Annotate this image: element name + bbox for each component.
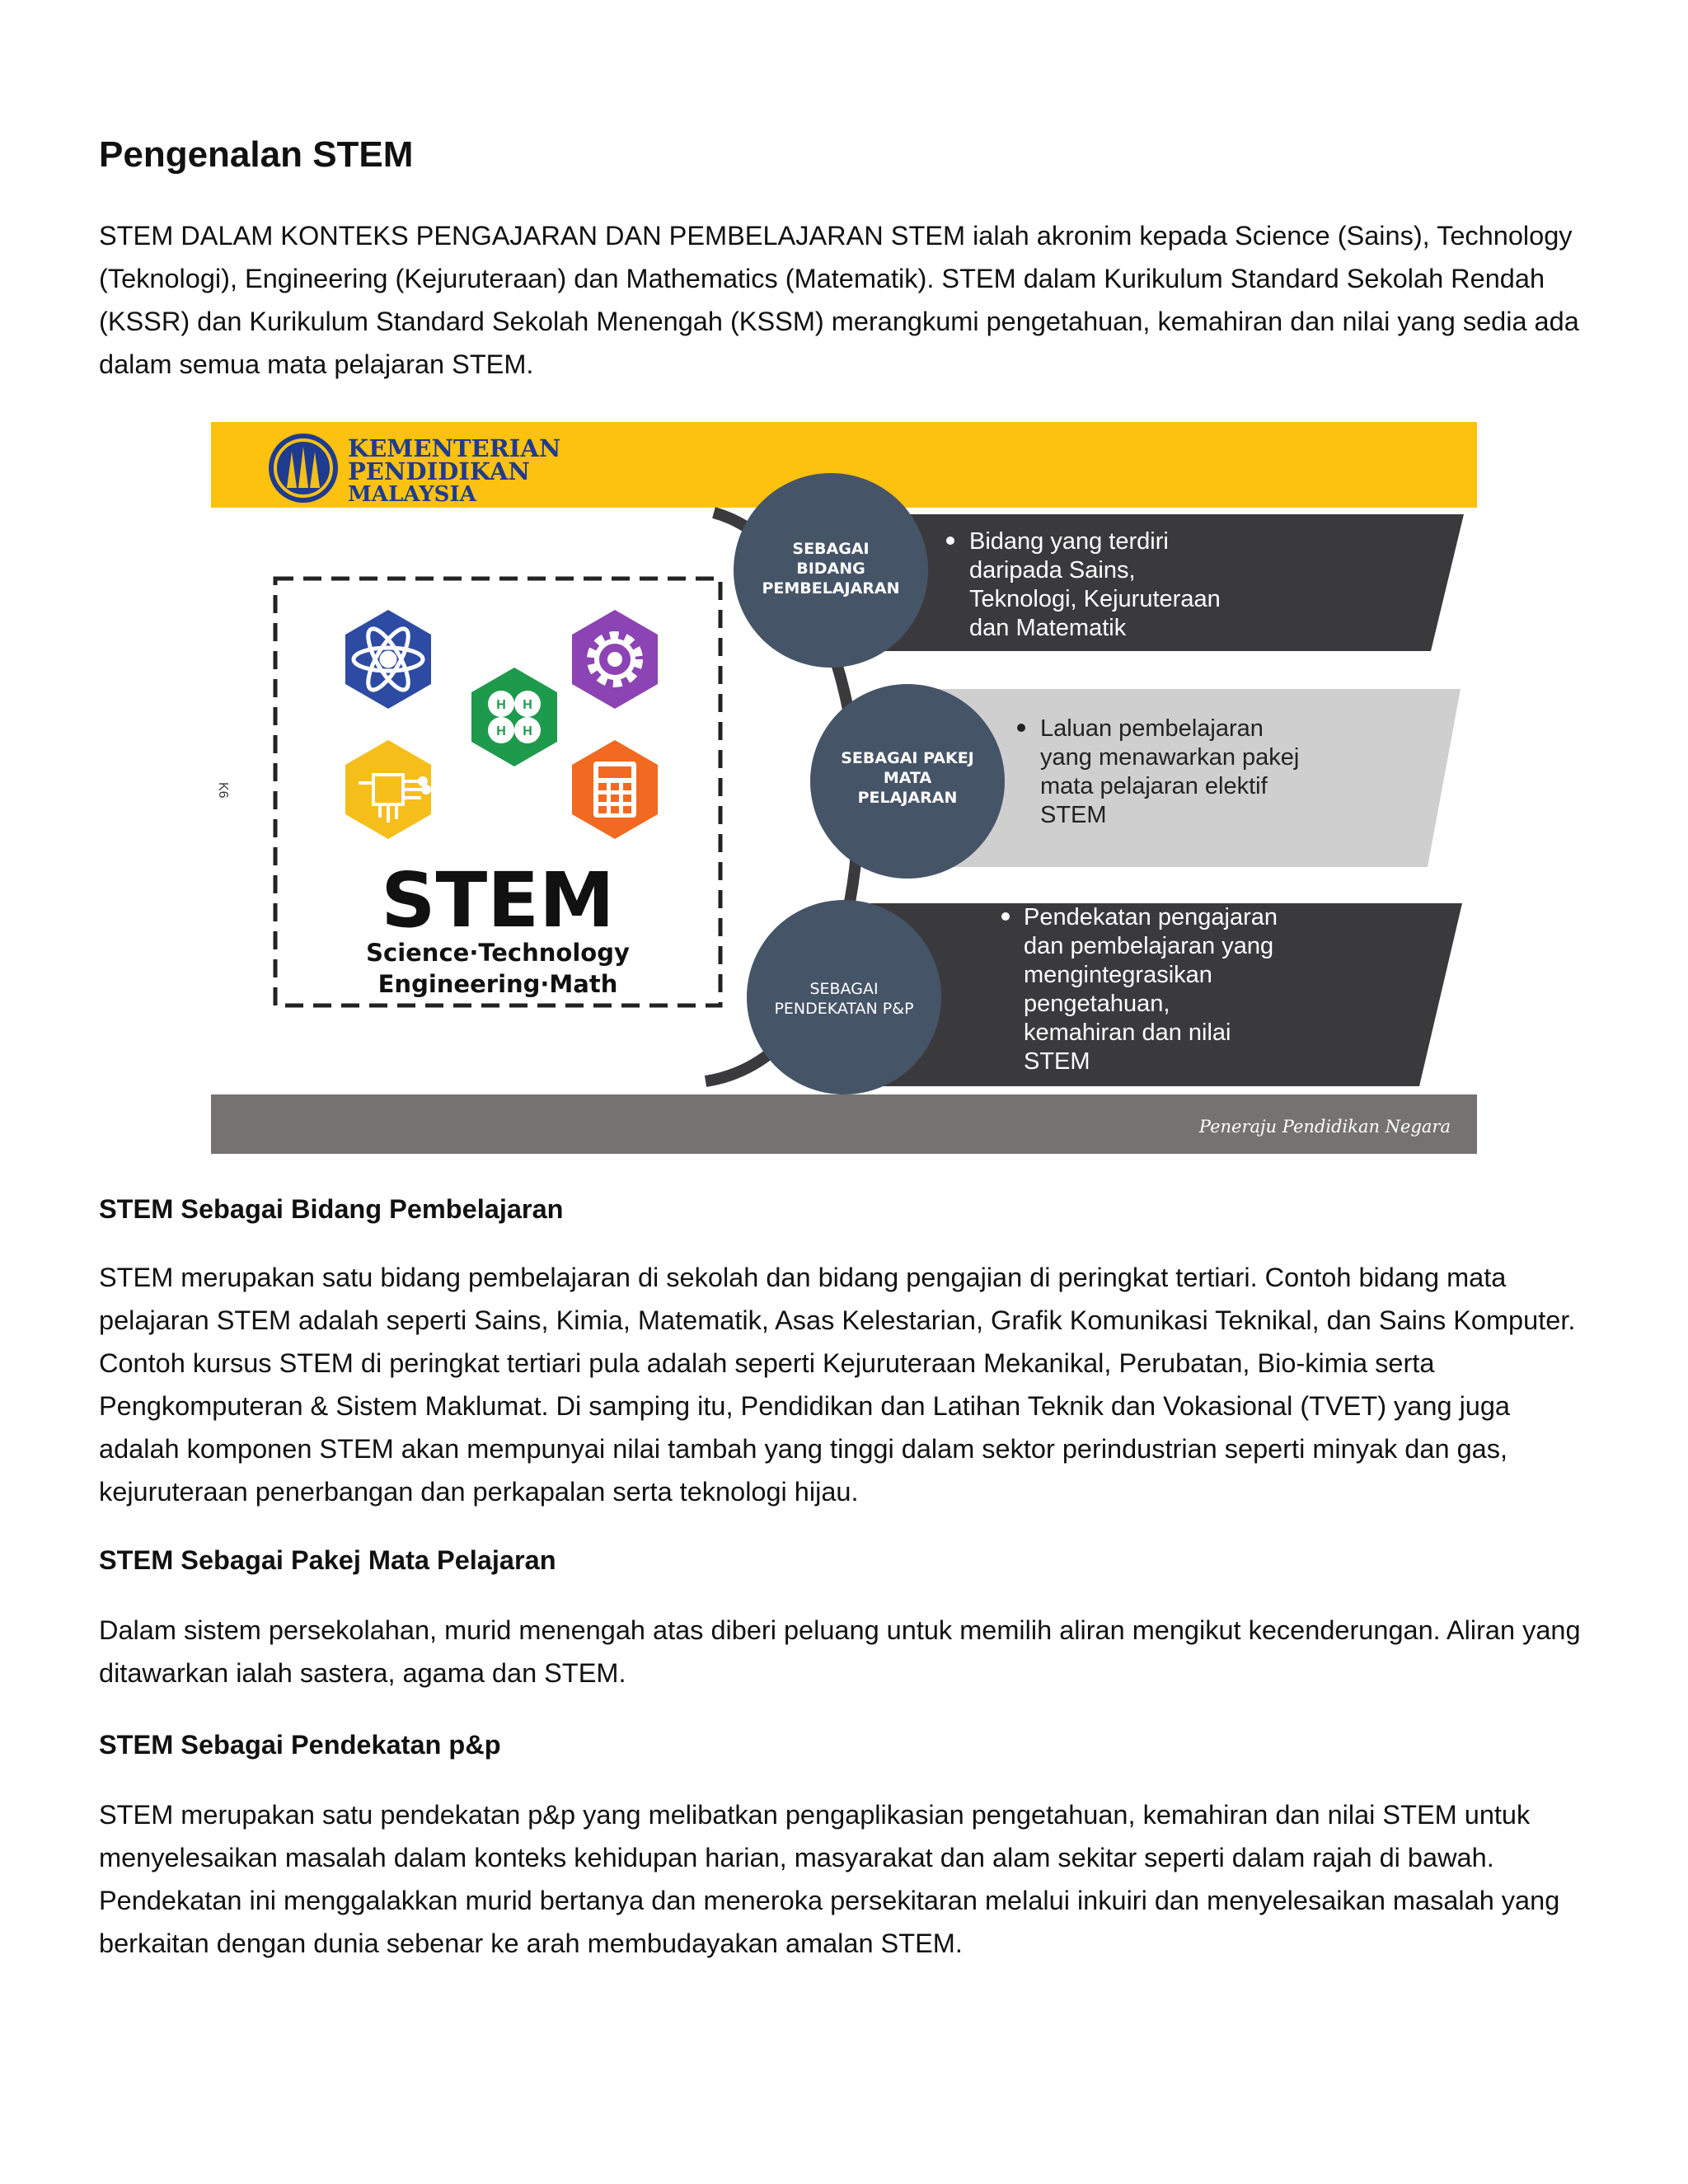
section-heading-bidang: STEM Sebagai Bidang Pembelajaran [99, 1194, 564, 1224]
stem-subtitle-2: Engineering·Math [377, 970, 618, 998]
footer-motto: Peneraju Pendidikan Negara [1198, 1117, 1451, 1137]
band-pakej-line-1: Laluan pembelajaran [1040, 715, 1264, 742]
circle-bidang-line-2: BIDANG [796, 560, 865, 578]
bullet-bidang [946, 537, 954, 545]
circle-pendekatan-line-1: SEBAGAI [809, 980, 879, 998]
band-pendekatan-line-3: mengintegrasikan [1024, 962, 1212, 988]
page-title: Pengenalan STEM [99, 134, 414, 175]
bullet-pendekatan [1001, 912, 1010, 921]
band-pendekatan-line-5: kemahiran dan nilai [1024, 1019, 1231, 1046]
band-pakej-line-2: yang menawarkan pakej [1040, 744, 1300, 771]
section-heading-pakej: STEM Sebagai Pakej Mata Pelajaran [99, 1545, 556, 1575]
svg-text:H: H [523, 724, 532, 738]
logo-line-2: PENDIDIKAN [348, 457, 530, 485]
section-text-pendekatan: STEM merupakan satu pendekatan p&p yang melibatkan pengaplikasian pengetahuan, kemahiran dan nilai STEM untuk menyelesaikan masalah dalam konteks kehidupan harian, masyarakat dan alam sekitar seperti dalam rajah di bawah. Pendekatan ini menggalakkan murid bertanya dan meneroka persekitaran melalui inkuiri dan menyelesaikan masalah yang berkaitan dengan dunia sebenar ke arah membudayakan amalan STEM. [99, 1800, 1560, 1958]
logo-line-1: KEMENTERIAN [348, 434, 561, 462]
intro-paragraph: STEM DALAM KONTEKS PENGAJARAN DAN PEMBELAJARAN STEM ialah akronim kepada Science (Sains), Technology (Teknologi), Engineering (Kejuruteraan) dan Mathematics (Matematik). STEM dalam Kurikulum Standard Sekolah Rendah (KSSR) dan Kurikulum Standard Sekolah Menengah (KSSM) merangkumi pengetahuan, kemahiran dan nilai yang sedia ada dalam semua mata pelajaran STEM. [99, 221, 1579, 379]
band-pakej-line-4: STEM [1040, 802, 1107, 828]
stem-subtitle-1: Science·Technology [366, 939, 630, 967]
band-pendekatan-line-4: pengetahuan, [1024, 991, 1170, 1017]
logo-line-3: MALAYSIA [348, 482, 476, 507]
band-bidang-line-2: daripada Sains, [969, 557, 1136, 583]
calculator-icon [593, 762, 636, 818]
section-text-pakej: Dalam sistem persekolahan, murid menengah atas diberi peluang untuk memilih aliran mengikut kecenderungan. Aliran yang ditawarkan ialah sastera, agama dan STEM. [99, 1615, 1581, 1688]
band-bidang-line-3: Teknologi, Kejuruteraan [969, 586, 1221, 612]
band-pendekatan-line-1: Pendekatan pengajaran [1024, 904, 1278, 930]
circle-pakej-line-3: PELAJARAN [857, 789, 958, 807]
band-bidang-line-1: Bidang yang terdiri [969, 528, 1169, 555]
stem-wordmark: STEM [381, 856, 615, 944]
band-bidang-line-4: dan Matematik [969, 615, 1127, 641]
svg-text:H: H [523, 698, 532, 712]
circle-bidang-line-3: PEMBELAJARAN [762, 579, 900, 598]
circle-pakej-line-1: SEBAGAI PAKEJ [841, 749, 974, 767]
band-pendekatan-line-2: dan pembelajaran yang [1024, 933, 1274, 959]
section-heading-pendekatan: STEM Sebagai Pendekatan p&p [99, 1730, 501, 1760]
circle-bidang-line-1: SEBAGAI [792, 540, 870, 558]
circle-pakej-line-2: MATA [883, 769, 932, 787]
stem-infographic [211, 422, 1477, 1154]
section-text-bidang: STEM merupakan satu bidang pembelajaran di sekolah dan bidang pengajian di peringkat tertiari. Contoh bidang mata pelajaran STEM adalah seperti Sains, Kimia, Matematik, Asas Kelestarian, Grafik Komunikasi Teknikal, dan Sains Komputer. Contoh kursus STEM di peringkat tertiari pula adalah seperti Kejuruteraan Mekanikal, Perubatan, Bio-kimia serta Pengkomputeran & Sistem Maklumat. Di samping itu, Pendidikan dan Latihan Teknik dan Vokasional (TVET) yang juga adalah komponen STEM akan mempunyai nilai tambah yang tinggi dalam sektor perindustrian seperti minyak dan gas, kejuruteraan penerbangan dan perkapalan serta teknologi hijau. [99, 1263, 1576, 1507]
svg-text:H: H [496, 724, 506, 738]
band-pakej-line-3: mata pelajaran elektif [1040, 773, 1268, 799]
circle-pendekatan-line-2: PENDEKATAN P&P [774, 1000, 914, 1018]
band-pendekatan-line-6: STEM [1024, 1048, 1090, 1075]
svg-text:H: H [496, 698, 506, 712]
bullet-pakej [1017, 724, 1025, 732]
side-code: K6 [216, 782, 230, 799]
